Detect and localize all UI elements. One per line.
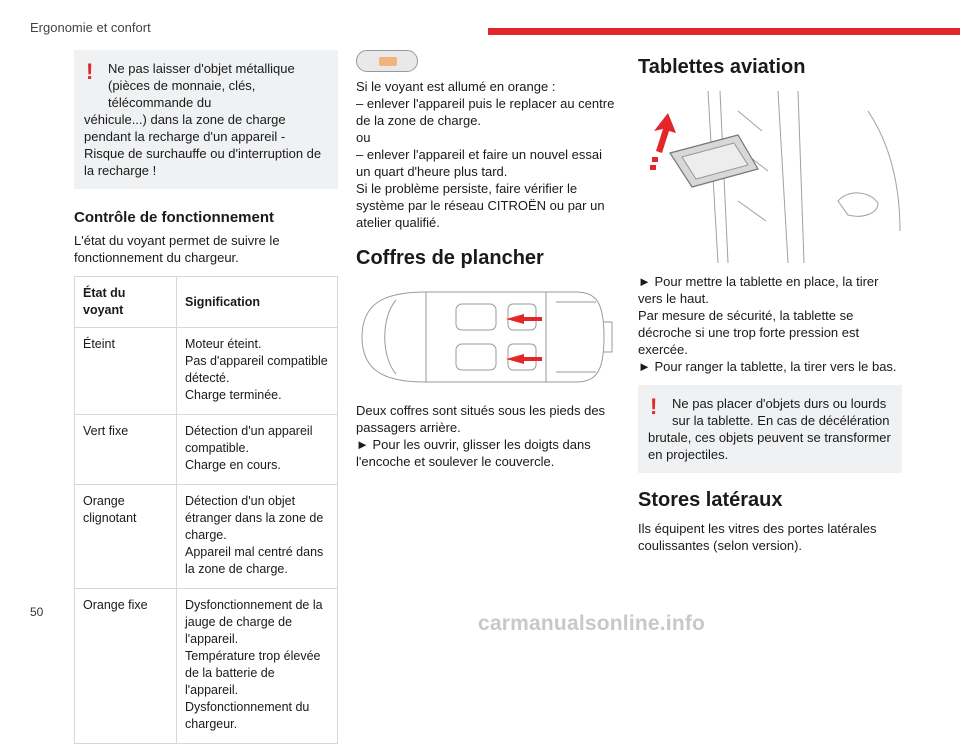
table-cell-state: Orange fixe xyxy=(75,589,177,744)
section-title-controle: Contrôle de fonctionnement xyxy=(74,209,274,226)
column-right xyxy=(638,50,902,554)
meaning-line: Charge en cours. xyxy=(185,458,281,472)
table-row xyxy=(75,589,338,744)
table-row xyxy=(75,485,338,589)
table-cell-meaning xyxy=(177,328,338,415)
meaning-line: Dysfonctionnement du chargeur. xyxy=(185,700,310,731)
led-orange-title: Si le voyant est allumé en orange : xyxy=(356,79,556,94)
tray-table-illustration xyxy=(638,91,902,263)
table-cell-state: Éteint xyxy=(75,328,177,415)
tablettes-step-1: ► Pour mettre la tablette en place, la tirer vers le haut. xyxy=(638,274,879,306)
meaning-line: Charge terminée. xyxy=(185,388,282,402)
table-cell-meaning xyxy=(177,485,338,589)
table-row xyxy=(75,328,338,415)
warning-exclamation-icon: ! xyxy=(86,59,94,84)
intro-text: L'état du voyant permet de suivre le fonctionnement du chargeur. xyxy=(74,233,280,265)
header-accent-bar xyxy=(488,28,960,35)
table-cell-meaning xyxy=(177,589,338,744)
column-left xyxy=(74,50,338,744)
charging-indicator-icon xyxy=(356,50,418,72)
meaning-line: Moteur éteint. xyxy=(185,337,262,351)
warning-text-first: Ne pas laisser d'objet métallique (pièces de monnaie, clés, télécommande du xyxy=(108,61,295,110)
tablettes-step-2: ► Pour ranger la tablette, la tirer vers le bas. xyxy=(638,359,897,374)
table-header-state: État du voyant xyxy=(75,277,177,328)
meaning-line: Détection d'un objet étranger dans la zone de charge. xyxy=(185,494,324,542)
table-header-meaning: Signification xyxy=(177,277,338,328)
meaning-line: Pas d'appareil compatible détecté. xyxy=(185,354,328,385)
led-persist: Si le problème persiste, faire vérifier le système par le réseau CITROËN ou par un atelier qualifié. xyxy=(356,181,605,230)
warning-text-rest: brutale, ces objets peuvent se transformer en projectiles. xyxy=(648,430,891,462)
warning-text-first: Ne pas placer d'objets durs ou lourds sur la tablette. En cas de décélération xyxy=(672,396,890,428)
floor-compartments-illustration xyxy=(356,282,618,392)
table-header-row xyxy=(75,277,338,328)
section-title-stores: Stores latéraux xyxy=(638,489,783,511)
meaning-line: Température trop élevée de la batterie de l'appareil. xyxy=(185,649,321,697)
status-table xyxy=(74,276,338,744)
table-cell-state: Orange clignotant xyxy=(75,485,177,589)
tablettes-safety: Par mesure de sécurité, la tablette se décroche si une trop forte pression est exercée. xyxy=(638,308,860,357)
header-title: Ergonomie et confort xyxy=(30,20,151,35)
led-step-1: – enlever l'appareil puis le replacer au centre de la zone de charge. xyxy=(356,96,615,128)
section-title-tablettes: Tablettes aviation xyxy=(638,56,806,78)
led-or: ou xyxy=(356,130,371,145)
column-middle xyxy=(356,50,618,470)
stores-text: Ils équipent les vitres des portes latérales coulissantes (selon version). xyxy=(638,521,877,553)
watermark: carmanualsonline.info xyxy=(478,612,706,635)
meaning-line: Détection d'un appareil compatible. xyxy=(185,424,313,455)
warning-exclamation-icon: ! xyxy=(650,394,658,419)
page-number: 50 xyxy=(30,605,44,619)
coffres-text: Deux coffres sont situés sous les pieds des passagers arrière. xyxy=(356,403,606,435)
table-row xyxy=(75,415,338,485)
table-cell-meaning xyxy=(177,415,338,485)
table-cell-state: Vert fixe xyxy=(75,415,177,485)
coffres-instruction: ► Pour les ouvrir, glisser les doigts dans l'encoche et soulever le couvercle. xyxy=(356,437,591,469)
meaning-line: Dysfonctionnement de la jauge de charge de l'appareil. xyxy=(185,598,323,646)
meaning-line: Appareil mal centré dans la zone de charge. xyxy=(185,545,324,576)
warning-text-rest: véhicule...) dans la zone de charge pendant la recharge d'un appareil - Risque de surchauffe ou d'interruption de la recharge ! xyxy=(84,112,322,178)
warning-box-metal-objects xyxy=(74,50,338,189)
warning-box-tablette xyxy=(638,385,902,473)
led-step-2: – enlever l'appareil et faire un nouvel essai un quart d'heure plus tard. xyxy=(356,147,603,179)
section-title-coffres: Coffres de plancher xyxy=(356,247,544,269)
